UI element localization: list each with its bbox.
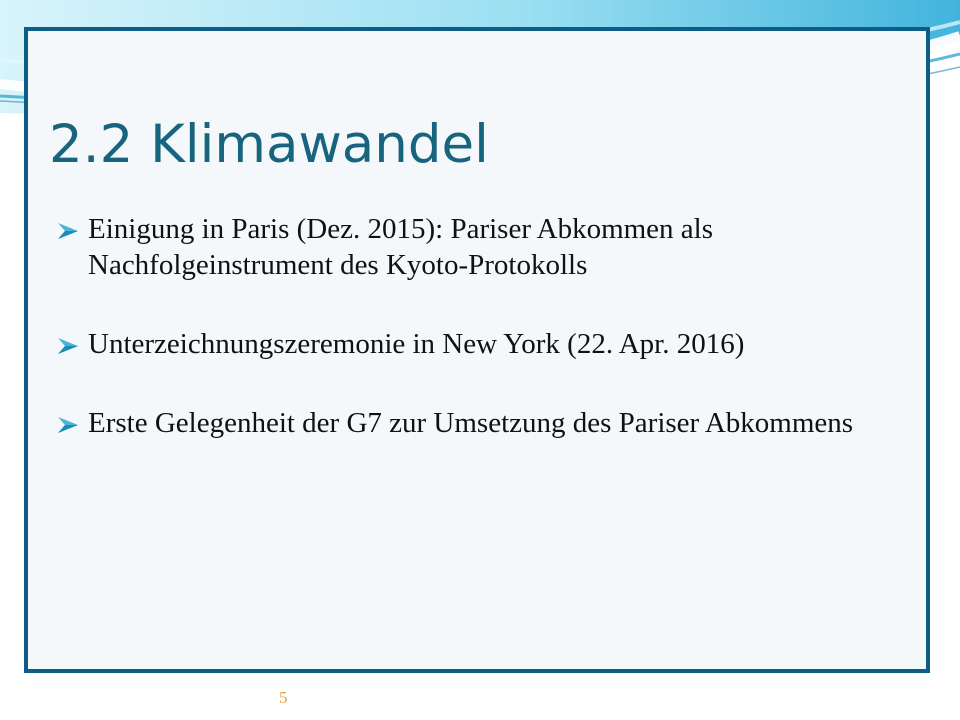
bullet-item-new-york-ceremony [55,326,885,362]
bullet-list [55,211,885,484]
bullet-text: Unterzeichnungszeremonie in New York (22. Apr. 2016) [88,328,745,360]
bullet-item-g7-implementation [55,405,885,441]
bullet-text: Einigung in Paris (Dez. 2015): Pariser Abkommen als Nachfolgeinstrument des Kyoto-Protokolls [88,213,714,281]
arrow-bullet-icon [57,416,79,434]
page-number: 5 [279,688,288,707]
slide-title: 2.2 Klimawandel [49,114,489,175]
bullet-text: Erste Gelegenheit der G7 zur Umsetzung des Pariser Abkommens [88,407,854,439]
bullet-item-paris-agreement [55,211,885,283]
arrow-bullet-icon [57,337,79,355]
arrow-bullet-icon [57,222,79,240]
